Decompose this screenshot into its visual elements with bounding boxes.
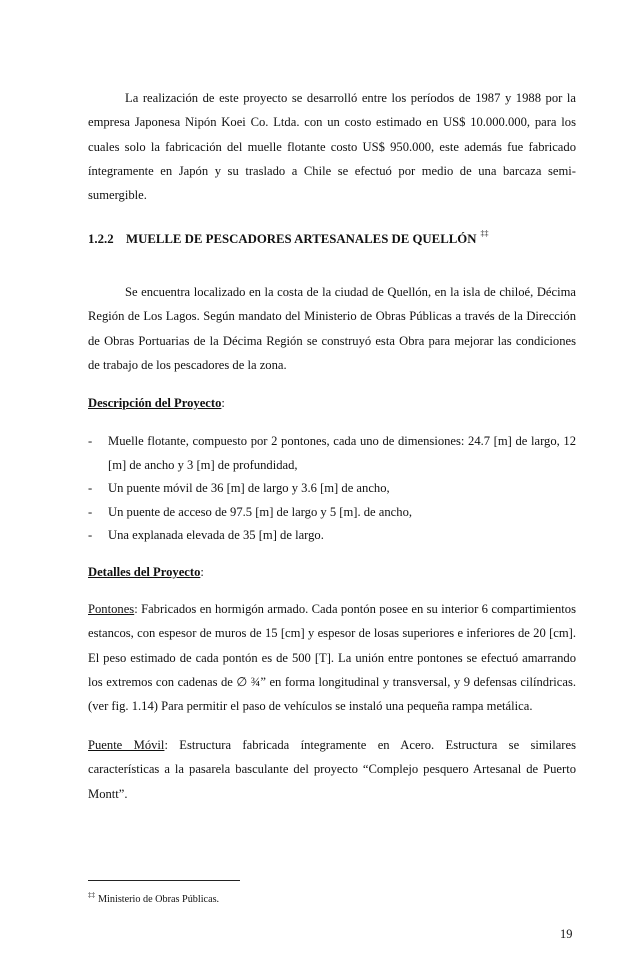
list-item [88,501,576,525]
footnote [88,891,219,905]
descripcion-heading-label: Descripción del Proyecto [88,396,222,410]
bullet-dash: - [88,504,93,519]
list-item [88,430,576,477]
puente-movil-text: : Estructura fabricada íntegramente en Acero. Estructura se similares características a la pasarela basculante del proyecto “Complejo pesquero Artesanal de Puerto Montt”. [88,738,576,801]
section-title: MUELLE DE PESCADORES ARTESANALES DE QUELLÓN [126,232,477,246]
list-item-text: Un puente móvil de 36 [m] de largo y 3.6 [m] de ancho, [108,481,390,495]
pontones-paragraph [88,597,576,718]
location-paragraph: Se encuentra localizado en la costa de la ciudad de Quellón, en la isla de chiloé, Décima Región de Los Lagos. Según mandato del Ministerio de Obras Públicas a través de la Dirección de Obras Portuarias de la Décima Región se construyó esta Obra para mejorar las condiciones de trabajo de los pescadores de la zona. [88,285,576,372]
list-item [88,477,576,501]
descripcion-heading [88,391,576,415]
puente-movil-paragraph [88,733,576,806]
list-item-text: Muelle flotante, compuesto por 2 pontones, cada uno de dimensiones: 24.7 [m] de largo, 12 [m] de ancho y 3 [m] de profundidad, [108,434,576,472]
list-item-text: Una explanada elevada de 35 [m] de largo. [108,528,324,542]
puente-movil-label: Puente Móvil [88,738,165,752]
pontones-label: Pontones [88,602,135,616]
section-heading [88,229,576,247]
bullet-dash: - [88,434,93,448]
descripcion-heading-colon: : [221,396,225,410]
detalles-heading-colon: : [200,565,204,579]
footnote-text: Ministerio de Obras Públicas. [98,894,220,905]
list-item-text: Un puente de acceso de 97.5 [m] de largo y 5 [m]. de ancho, [108,504,413,519]
footnote-reference[interactable]: ‡‡ [480,229,489,238]
footnote-mark: ‡‡ [88,891,95,899]
bullet-dash: - [88,528,93,542]
pontones-text: : Fabricados en hormigón armado. Cada pontón posee en su interior 6 compartimientos estancos, con espesor de muros de 15 [cm] y espesor de losas superiores e inferiores de 20 [cm]. El peso estimado de cada pontón es de 500 [T]. La unión entre pontones se efectuó amarrando los extremos con cadenas de ∅ ¾” en forma longitudinal y transversal, y 9 defensas cilíndricas. (ver fig. 1.14) Para permitir el paso de vehículos se instaló una pequeña rampa metálica. [88,602,576,714]
section-number: 1.2.2 [88,232,114,246]
page-number: 19 [560,927,573,941]
intro-paragraph: La realización de este proyecto se desarrolló entre los períodos de 1987 y 1988 por la empresa Japonesa Nipón Koei Co. Ltda. con un costo estimado en US$ 10.000.000, para los cuales solo la fabricación del muelle flotante costo US$ 950.000, este además fue fabricado íntegramente en Japón y su traslado a Chile se efectuó por medio de una barcaza semi-sumergible. [88,91,576,203]
detalles-heading-label: Detalles del Proyecto [88,565,201,579]
bullet-dash: - [88,481,93,495]
detalles-heading [88,560,576,584]
footnote-divider [88,880,240,881]
list-item [88,524,576,548]
descripcion-list [88,430,576,548]
